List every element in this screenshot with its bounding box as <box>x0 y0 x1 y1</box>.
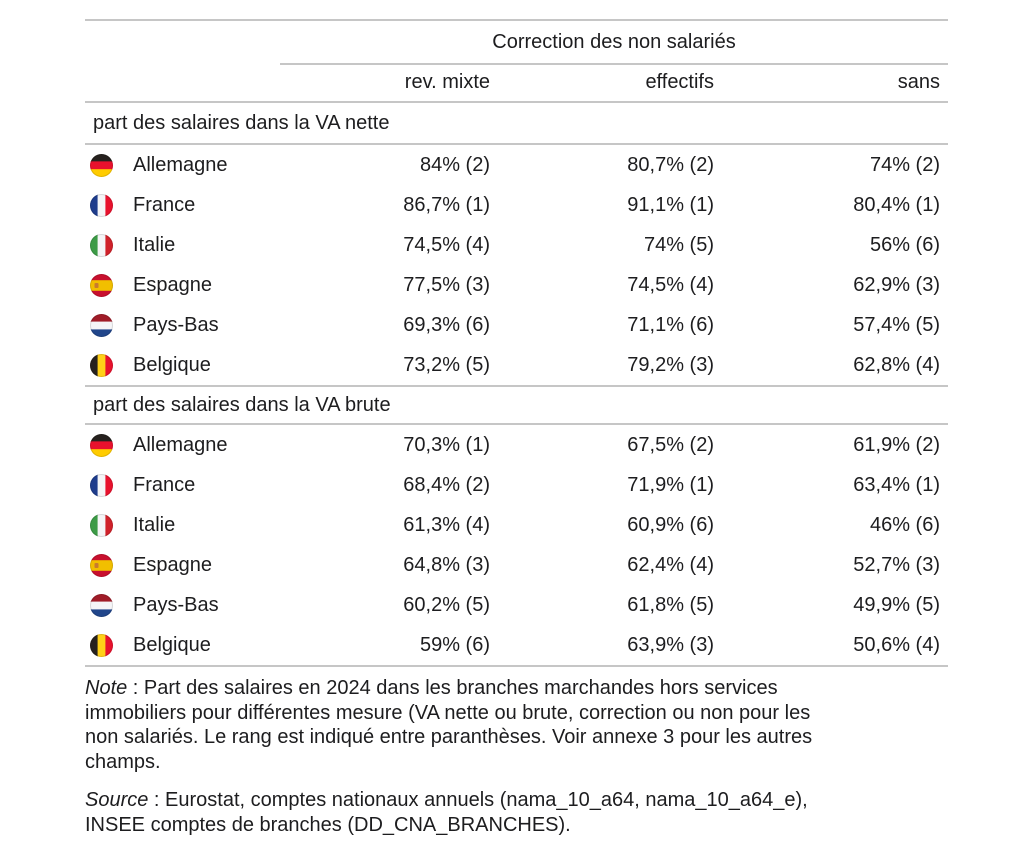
table-row <box>85 345 948 385</box>
table-section-va-nette <box>85 103 948 385</box>
table-row <box>85 425 948 465</box>
section-title-va-brute: part des salaires dans la VA brute <box>85 385 948 425</box>
country-cell <box>85 154 266 177</box>
value-effectifs: 61,8% (5) <box>627 593 714 616</box>
table-row <box>85 305 948 345</box>
value-effectifs: 62,4% (4) <box>627 553 714 576</box>
column-header-row <box>85 63 948 103</box>
country-cell <box>85 474 266 497</box>
country-cell <box>85 234 266 257</box>
span-header-label: Correction des non salariés <box>492 30 736 53</box>
country-name: Italie <box>133 513 176 536</box>
value-rev-mixte: 61,3% (4) <box>403 513 490 536</box>
country-cell <box>85 434 266 457</box>
footer-notes <box>85 676 955 837</box>
column-header-effectifs: effectifs <box>645 70 714 93</box>
country-name: Espagne <box>133 273 212 296</box>
table-row <box>85 225 948 265</box>
value-sans: 52,7% (3) <box>853 553 940 576</box>
germany-flag-icon <box>90 434 113 457</box>
source-line-2: INSEE comptes de branches (DD_CNA_BRANCHES). <box>85 813 571 836</box>
france-flag-icon <box>90 194 113 217</box>
value-sans: 63,4% (1) <box>853 473 940 496</box>
value-rev-mixte: 77,5% (3) <box>403 273 490 296</box>
value-rev-mixte: 86,7% (1) <box>403 193 490 216</box>
country-name: Pays-Bas <box>133 593 219 616</box>
section-title-va-nette: part des salaires dans la VA nette <box>85 103 948 145</box>
country-name: Allemagne <box>133 433 228 456</box>
country-cell <box>85 514 266 537</box>
country-cell <box>85 594 266 617</box>
section-rows-va-nette <box>85 145 948 385</box>
country-cell <box>85 354 266 377</box>
value-rev-mixte: 64,8% (3) <box>403 553 490 576</box>
value-effectifs: 71,9% (1) <box>627 473 714 496</box>
country-cell <box>85 274 266 297</box>
spain-flag-icon <box>90 274 113 297</box>
country-name: Italie <box>133 233 176 256</box>
table-row <box>85 625 948 665</box>
column-header-rev-mixte: rev. mixte <box>404 70 490 93</box>
value-sans: 56% (6) <box>869 233 940 256</box>
value-effectifs: 67,5% (2) <box>627 433 714 456</box>
value-sans: 49,9% (5) <box>853 593 940 616</box>
country-cell <box>85 554 266 577</box>
value-effectifs: 79,2% (3) <box>627 353 714 376</box>
note-line-4: champs. <box>85 750 161 773</box>
span-header-row <box>85 21 948 63</box>
note-line-3: non salariés. Le rang est indiqué entre paranthèses. Voir annexe 3 pour les autres <box>85 726 813 748</box>
table-row <box>85 145 948 185</box>
country-name: Pays-Bas <box>133 313 219 336</box>
value-sans: 46% (6) <box>869 513 940 536</box>
value-sans: 61,9% (2) <box>853 433 940 456</box>
table-row <box>85 505 948 545</box>
value-effectifs: 60,9% (6) <box>627 513 714 536</box>
value-rev-mixte: 69,3% (6) <box>403 313 490 336</box>
value-sans: 74% (2) <box>869 153 940 176</box>
column-header-sans: sans <box>897 70 940 93</box>
value-rev-mixte: 84% (2) <box>419 153 490 176</box>
value-rev-mixte: 74,5% (4) <box>403 233 490 256</box>
spain-flag-icon <box>90 554 113 577</box>
note-paragraph <box>85 676 955 774</box>
country-name: Espagne <box>133 553 212 576</box>
value-sans: 62,9% (3) <box>853 273 940 296</box>
value-sans: 50,6% (4) <box>853 633 940 656</box>
source-label: Source <box>85 789 149 811</box>
section-rows-va-brute <box>85 425 948 665</box>
value-rev-mixte: 59% (6) <box>419 633 490 656</box>
table-section-va-brute <box>85 385 948 665</box>
country-name: Belgique <box>133 633 211 656</box>
country-name: France <box>133 193 196 216</box>
value-rev-mixte: 60,2% (5) <box>403 593 490 616</box>
belgium-flag-icon <box>90 354 113 377</box>
table-row <box>85 265 948 305</box>
italy-flag-icon <box>90 514 113 537</box>
value-sans: 80,4% (1) <box>853 193 940 216</box>
country-name: Belgique <box>133 353 211 376</box>
value-effectifs: 63,9% (3) <box>627 633 714 656</box>
note-label: Note <box>85 677 128 699</box>
value-sans: 62,8% (4) <box>853 353 940 376</box>
value-rev-mixte: 68,4% (2) <box>403 473 490 496</box>
netherlands-flag-icon <box>90 594 113 617</box>
source-line-1: Source : Eurostat, comptes nationaux annuels (nama_10_a64, nama_10_a64_e), <box>85 789 808 811</box>
country-name: France <box>133 473 196 496</box>
country-cell <box>85 314 266 337</box>
value-effectifs: 71,1% (6) <box>627 313 714 336</box>
value-effectifs: 74,5% (4) <box>627 273 714 296</box>
table-row <box>85 545 948 585</box>
table-row <box>85 185 948 225</box>
value-rev-mixte: 70,3% (1) <box>403 433 490 456</box>
table-row <box>85 465 948 505</box>
germany-flag-icon <box>90 154 113 177</box>
note-line-1: Note : Part des salaires en 2024 dans les branches marchandes hors services <box>85 677 778 699</box>
source-paragraph <box>85 788 955 837</box>
value-effectifs: 74% (5) <box>643 233 714 256</box>
value-effectifs: 80,7% (2) <box>627 153 714 176</box>
country-name: Allemagne <box>133 153 228 176</box>
value-sans: 57,4% (5) <box>853 313 940 336</box>
italy-flag-icon <box>90 234 113 257</box>
country-cell <box>85 634 266 657</box>
belgium-flag-icon <box>90 634 113 657</box>
france-flag-icon <box>90 474 113 497</box>
span-header-cell <box>280 21 948 65</box>
salary-share-table <box>85 19 948 667</box>
netherlands-flag-icon <box>90 314 113 337</box>
value-rev-mixte: 73,2% (5) <box>403 353 490 376</box>
note-line-2: immobiliers pour différentes mesure (VA nette ou brute, correction ou non pour les <box>85 701 811 724</box>
country-cell <box>85 194 266 217</box>
table-row <box>85 585 948 625</box>
value-effectifs: 91,1% (1) <box>627 193 714 216</box>
